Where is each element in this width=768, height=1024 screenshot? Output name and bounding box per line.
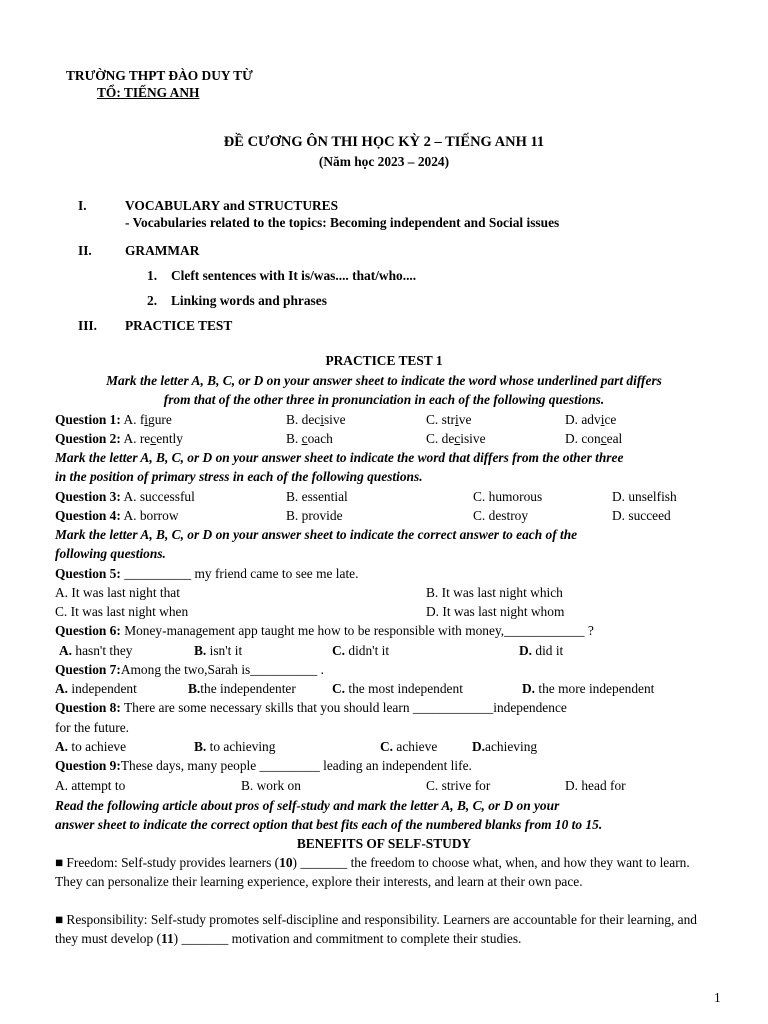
question-2: Question 2: A. recently: [55, 431, 183, 446]
grammar-item-2: Linking words and phrases: [171, 293, 327, 308]
q3-option-b: B. essential: [286, 489, 348, 504]
section-2-title: GRAMMAR: [125, 243, 200, 258]
q1-option-b: B. decisive: [286, 412, 346, 427]
instruction-2-line-2: in the position of primary stress in each of the following questions.: [55, 469, 423, 484]
section-2-number: II.: [78, 243, 92, 258]
question-9: Question 9:These days, many people _________ leading an independent life.: [55, 758, 472, 773]
question-5: Question 5: __________ my friend came to see me late.: [55, 566, 359, 581]
q7-option-a: A. independent: [55, 681, 137, 696]
q2-option-d: D. conceal: [565, 431, 623, 446]
q8-option-b: B. to achieving: [194, 739, 276, 754]
question-label: Question 1:: [55, 412, 121, 427]
section-1-number: I.: [78, 198, 87, 213]
section-1-subtitle: - Vocabularies related to the topics: Becoming independent and Social issues: [125, 215, 560, 230]
q1-option-d: D. advice: [565, 412, 617, 427]
question-4: Question 4: A. borrow: [55, 508, 179, 523]
q7-option-d: D. the more independent: [522, 681, 655, 696]
q5-option-b: B. It was last night which: [426, 585, 563, 600]
instruction-2-line-1: Mark the letter A, B, C, or D on your answer sheet to indicate the word that differs from the other three: [55, 450, 624, 465]
q3-option-c: C. humorous: [473, 489, 543, 504]
grammar-item-2-number: 2.: [147, 293, 158, 308]
q9-option-b: B. work on: [241, 778, 301, 793]
q9-option-d: D. head for: [565, 778, 626, 793]
grammar-item-1: Cleft sentences with It is/was.... that/who....: [171, 268, 417, 283]
q2-option-c: C. decisive: [426, 431, 486, 446]
q8-option-a: A. to achieve: [55, 739, 127, 754]
question-label: Question 2:: [55, 431, 121, 446]
q5-option-d: D. It was last night whom: [426, 604, 565, 619]
instruction-3-line-2: following questions.: [55, 546, 166, 561]
q1-option-c: C. strive: [426, 412, 472, 427]
question-1: Question 1: A. figure: [55, 412, 172, 427]
instruction-4-line-2: answer sheet to indicate the correct option that best fits each of the numbered blanks from 10 to 15.: [55, 817, 603, 832]
q5-option-c: C. It was last night when: [55, 604, 189, 619]
paragraph-responsibility: ■ Responsibility: Self-study promotes self-discipline and responsibility. Learners are accountable for their learning, and they must develop (11) _______ motivation and commitment to complete their studies.: [55, 912, 697, 946]
q3-option-d: D. unselfish: [612, 489, 677, 504]
q2-option-b: B. coach: [286, 431, 333, 446]
q9-option-c: C. strive for: [426, 778, 491, 793]
instruction-1-line-1: Mark the letter A, B, C, or D on your answer sheet to indicate the word whose underlined part differs: [106, 373, 662, 388]
q6-option-d: D. did it: [519, 643, 564, 658]
page-number: 1: [714, 990, 721, 1005]
q4-option-d: D. succeed: [612, 508, 671, 523]
school-name: TRƯỜNG THPT ĐÀO DUY TỪ: [66, 68, 253, 83]
q4-option-c: C. destroy: [473, 508, 529, 523]
instruction-4-line-1: Read the following article about pros of self-study and mark the letter A, B, C, or D on your: [55, 798, 560, 813]
q6-option-a: A. hasn't they: [59, 643, 133, 658]
q7-option-b: B.the independenter: [188, 681, 296, 696]
section-3-title: PRACTICE TEST: [125, 318, 233, 333]
practice-test-title: PRACTICE TEST 1: [325, 353, 443, 368]
instruction-3-line-1: Mark the letter A, B, C, or D on your answer sheet to indicate the correct answer to each of the: [55, 527, 578, 542]
reading-title: BENEFITS OF SELF-STUDY: [296, 836, 472, 851]
question-3: Question 3: A. successful: [55, 489, 195, 504]
q6-option-c: C. didn't it: [332, 643, 390, 658]
department-name: TỔ: TIẾNG ANH: [97, 85, 200, 100]
q7-option-c: C. the most independent: [332, 681, 463, 696]
section-3-number: III.: [78, 318, 97, 333]
section-1-title: VOCABULARY and STRUCTURES: [125, 198, 339, 213]
question-7: Question 7:Among the two,Sarah is__________ .: [55, 662, 324, 677]
q8-option-d: D.achieving: [472, 739, 538, 754]
instruction-1-line-2: from that of the other three in pronunciation in each of the following questions.: [163, 392, 605, 407]
question-8: Question 8: There are some necessary skills that you should learn ____________independence: [55, 700, 567, 715]
q9-option-a: A. attempt to: [55, 778, 126, 793]
question-6: Question 6: Money-management app taught me how to be responsible with money,____________ ?: [55, 623, 594, 638]
q4-option-b: B. provide: [286, 508, 343, 523]
q6-option-b: B. isn't it: [194, 643, 243, 658]
school-year: (Năm học 2023 – 2024): [318, 154, 450, 169]
grammar-item-1-number: 1.: [147, 268, 158, 283]
q5-option-a: A. It was last night that: [55, 585, 180, 600]
document-title: ĐỀ CƯƠNG ÔN THI HỌC KỲ 2 – TIẾNG ANH 11: [223, 134, 545, 150]
q8-option-c: C. achieve: [380, 739, 438, 754]
paragraph-freedom: ■ Freedom: Self-study provides learners (10) _______ the freedom to choose what, when, and how they want to learn. They can personalize their learning experience, explore their interests, and learn at their own pace.: [55, 855, 690, 889]
question-8-continued: for the future.: [55, 720, 129, 735]
